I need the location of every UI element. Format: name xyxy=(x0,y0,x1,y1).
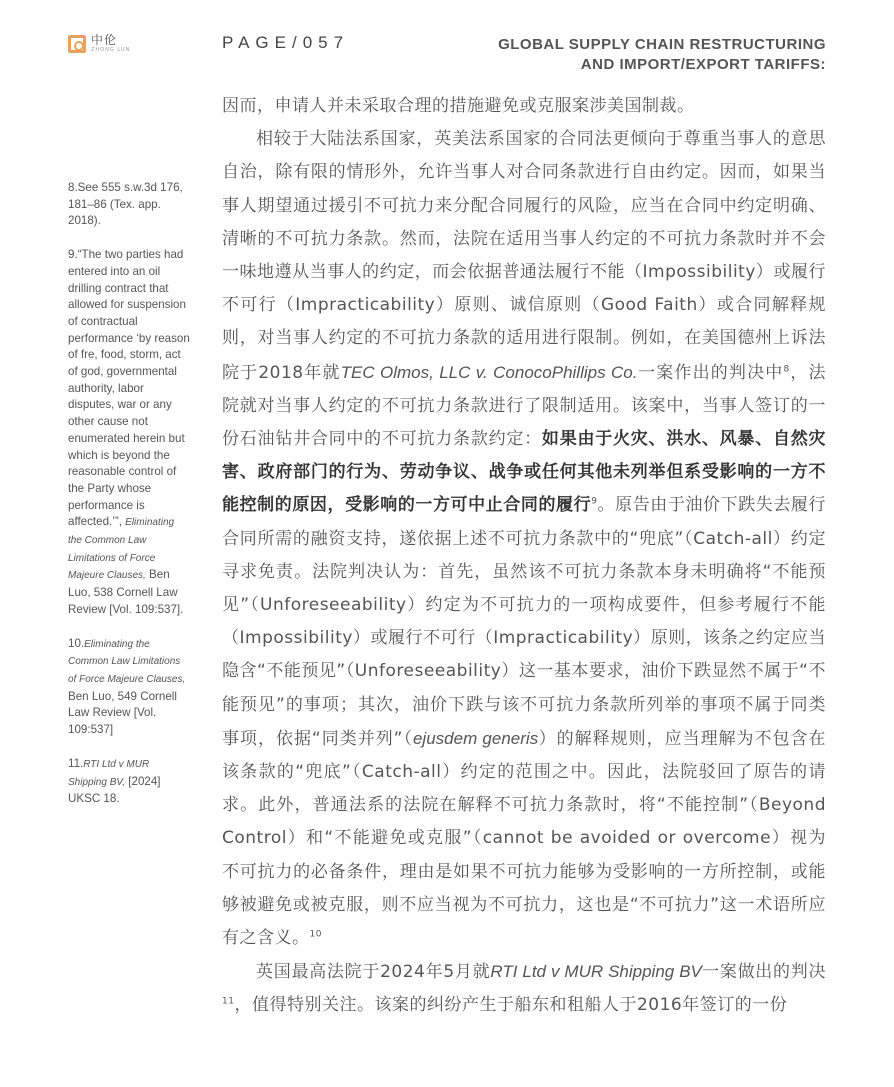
footnote-8: 8.See 555 s.w.3d 176, 181–86 (Tex. app. 2018). xyxy=(68,181,183,228)
paragraph-2 xyxy=(222,123,826,955)
footnote-10-number: 10. xyxy=(68,636,85,650)
case-name-rti-mur: RTI Ltd v MUR Shipping BV xyxy=(490,962,702,982)
footnote-ref-8: 8 xyxy=(783,363,790,374)
paragraph-3-text-c: ，值得特别关注。该案的纠纷产生于船东和租船人于2016年签订的一份 xyxy=(234,995,788,1016)
page-number: PAGE/057 xyxy=(222,33,350,52)
case-name-tec-olmos: TEC Olmos, LLC v. ConocoPhillips Co. xyxy=(340,362,638,382)
paragraph-2-text-e: ）的解释规则，应当理解为不包含在该条款的“兜底”（Catch-all）约定的范围之中。因此，法院驳回了原告的请求。此外，普通法系的法院在解释不可抗力条款时，将“不能控制”（Beyond Control）和“不能避免或克服”（cannot be avoided or overcome）视为不可抗力的必备条件，理由是如果不可抗力能够为受影响的一方所控制，或能够被避免或被克服，则不应当视为不可抗力，这也是“不可抗力”这一术语所应有之含义。 xyxy=(222,728,826,949)
footnote-9 xyxy=(68,247,190,618)
footnote-10-citation: Ben Luo, 549 Cornell Law Review [Vol. 109:537] xyxy=(68,689,177,737)
running-title xyxy=(498,35,826,75)
paragraph-3-intro: 英国最高法院于2024年5月就 xyxy=(256,962,491,983)
footnote-9-citation: Ben Luo, 538 Cornell Law Review [Vol. 109:537]. xyxy=(68,568,184,616)
footnote-11 xyxy=(68,756,190,808)
paragraph-2-text-b: 一案作出的判决中 xyxy=(637,362,784,383)
footnote-11-case-name: RTI Ltd v MUR Shipping BV, xyxy=(68,758,150,788)
paragraph-3-text-b: 一案做出的判决 xyxy=(701,962,826,983)
paragraph-1: 因而，申请人并未采取合理的措施避免或克服案涉美国制裁。 xyxy=(222,96,695,116)
paragraph-2-text-c: ，法院就对当事人约定的不可抗力条款进行了限制适用。该案中，当事人签订的一份石油钻井合同中的不可抗力条款约定： xyxy=(222,362,827,450)
force-majeure-clause-quote: 如果由于火灾、洪水、风暴、自然灾害、政府部门的行为、劳动争议、战争或任何其他未列举但系受影响的一方不能控制的原因，受影响的一方可中止合同的履行 xyxy=(222,429,827,516)
logo-english-text: ZHONG LUN xyxy=(91,47,131,53)
main-body-text xyxy=(222,90,826,1023)
paragraph-2-text-d: 。原告由于油价下跌失去履行合同所需的融资支持，遂依据上述不可抗力条款中的“兜底”（Catch-all）约定寻求免责。法院判决认为：首先，虽然该不可抗力条款本身未明确将“不能预见”（Unforeseeability）约定为不可抗力的一项构成要件，但参考履行不能（Impossibility）或履行不可行（Impracticability）原则，该条之约定应当隐含“不能预见”（Unforeseeability）这一基本要求，油价下跌显然不属于“不能预见”的事项；其次，油价下跌与该不可抗力条款所列举的事项不属于同类事项，依据“同类并列”（ xyxy=(222,495,827,749)
running-title-line-2: AND IMPORT/EXPORT TARIFFS: xyxy=(580,56,826,73)
footnotes-sidebar xyxy=(68,180,190,825)
footnote-ref-9: 9 xyxy=(591,496,598,507)
latin-term-ejusdem-generis: ejusdem generis xyxy=(412,728,539,748)
footnote-10-article-title: Eliminating the Common Law Limitations of Force Majeure Clauses, xyxy=(68,638,186,685)
footnote-9-article-title: Eliminating the Common Law Limitations of Force Majeure Clauses, xyxy=(68,517,175,582)
footnote-9-quote: 9.“The two parties had entered into an oil drilling contract that allowed for suspension of contractual performance ‘by reason of fre, food, storm, act of god, governmental authority, labor disputes, war or any other cause not enumerated herein but which is beyond the reasonable control of the Party whose performance is affected.’”, xyxy=(68,248,190,529)
footnote-10 xyxy=(68,636,190,739)
zhonglun-logo xyxy=(68,34,130,53)
paragraph-3 xyxy=(222,955,826,1022)
logo-icon xyxy=(68,35,86,53)
running-title-line-1: GLOBAL SUPPLY CHAIN RESTRUCTURING xyxy=(498,36,826,53)
footnote-ref-10: 10 xyxy=(309,929,322,940)
footnote-11-number: 11. xyxy=(68,756,84,770)
footnote-11-citation: [2024] UKSC 18. xyxy=(68,774,161,806)
footnote-ref-11: 11 xyxy=(222,996,235,1007)
logo-chinese-text: 中伦 xyxy=(91,33,118,47)
paragraph-2-intro: 相较于大陆法系国家，英美法系国家的合同法更倾向于尊重当事人的意思自治，除有限的情形外，允许当事人对合同条款进行自由约定。因而，如果当事人期望通过援引不可抗力来分配合同履行的风险，应当在合同中约定明确、清晰的不可抗力条款。然而，法院在适用当事人约定的不可抗力条款时并不会一味地遵从当事人的约定，而会依据普通法履行不能（Impossibility）或履行不可行（Impracticability）原则、诚信原则（Good Faith）或合同解释规则，对当事人约定的不可抗力条款的适用进行限制。例如，在美国德州上诉法院于2018年就 xyxy=(222,129,826,383)
